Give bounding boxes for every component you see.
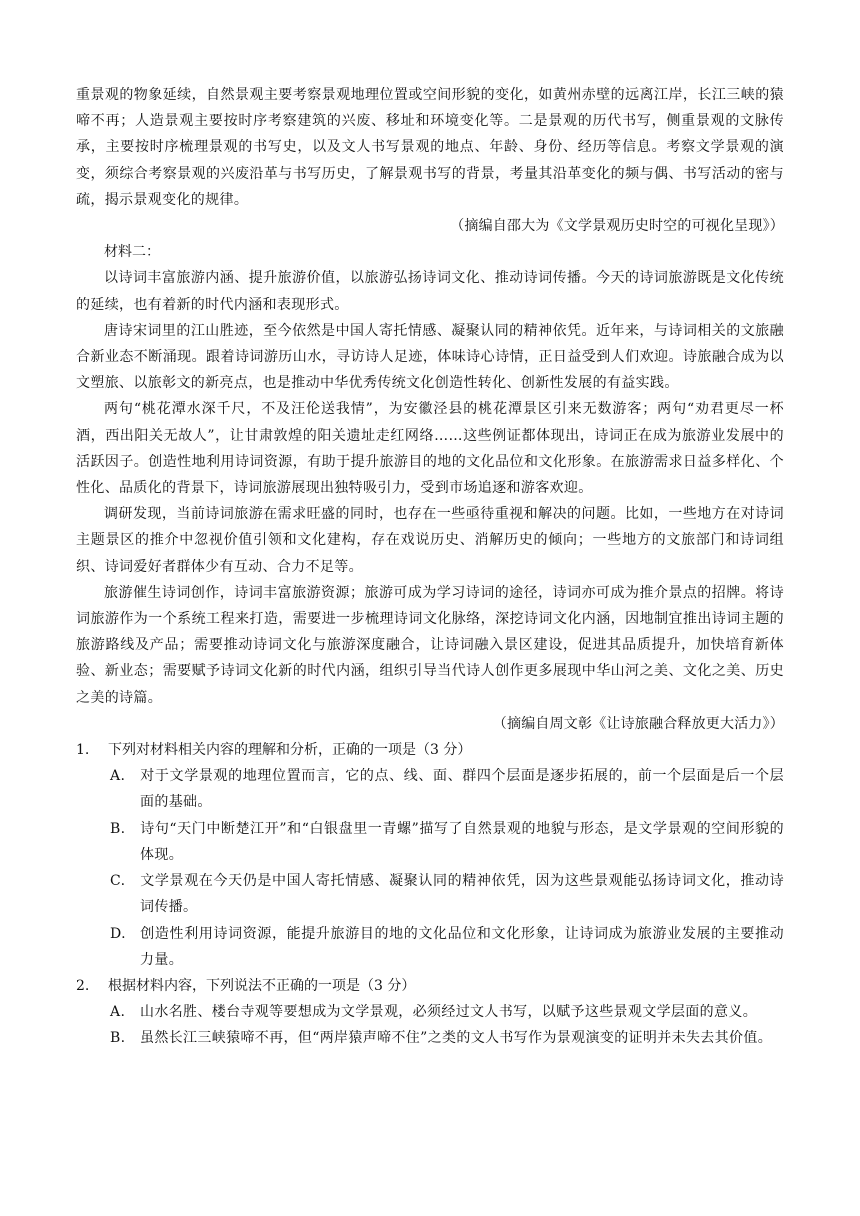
option-key: A. [110,768,126,785]
document-body [76,82,784,1052]
option-text: 山水名胜、楼台寺观等要想成为文学景观，必须经过文人书写，以赋予这些景观文学层面的意义。 [140,1004,758,1021]
option-d [76,921,784,973]
question-1 [76,737,784,973]
option-text: 文学景观在今天仍是中国人寄托情感、凝聚认同的精神依凭，因为这些景观能弘扬诗词文化，推动诗词传播。 [140,873,784,916]
question-2 [76,973,784,1052]
question-stem [76,973,784,999]
material-two-heading: 材料二： [104,244,160,261]
material-two-paragraph: 唐诗宋词里的江山胜迹，至今依然是中国人寄托情感、凝聚认同的精神依凭。近年来，与诗词相关的文旅融合新业态不断涌现。跟着诗词游历山水，寻访诗人足迹，体味诗心诗情，正日益受到人们欢迎。诗旅融合成为以文塑旅、以旅彰文的新亮点，也是推动中华优秀传统文化创造性转化、创新性发展的有益实践。 [76,322,784,392]
option-b [76,1025,784,1051]
question-number: 2. [76,977,90,994]
question-number: 1. [76,742,90,759]
material-one-paragraph: 重景观的物象延续，自然景观主要考察景观地理位置或空间形貌的变化，如黄州赤壁的远离江岸，长江三峡的猿啼不再；人造景观主要按时序考察建筑的兴废、移址和环境变化等。二是景观的历代书写，侧重景观的文脉传承，主要按时序梳理景观的书写史，以及文人书写景观的地点、年龄、身份、经历等信息。考察文学景观的演变，须综合考察景观的兴废沿革与书写历史，了解景观书写的背景，考量其沿革变化的频与偶、书写活动的密与疏，揭示景观变化的规律。 [76,87,784,208]
material-two-paragraph: 旅游催生诗词创作，诗词丰富旅游资源；旅游可成为学习诗词的途径，诗词亦可成为推介景点的招牌。将诗词旅游作为一个系统工程来打造，需要进一步梳理诗词文化脉络，深挖诗词文化内涵，因地制宜推出诗词主题的旅游路线及产品；需要推动诗词文化与旅游深度融合，让诗词融入景区建设，促进其品质提升，加快培育新体验、新业态；需要赋予诗词文化新的时代内涵，组织引导当代诗人创作更多展现中华山河之美、文化之美、历史之美的诗篇。 [76,584,784,706]
material-two-paragraph: 调研发现，当前诗词旅游在需求旺盛的同时，也存在一些亟待重视和解决的问题。比如，一些地方在对诗词主题景区的推介中忽视价值引领和文化建构，存在戏说历史、消解历史的倾向；一些地方的文旅部门和诗词组织、诗词爱好者群体少有互动、合力不足等。 [76,506,784,575]
option-text: 创造性利用诗词资源，能提升旅游目的地的文化品位和文化形象，让诗词成为旅游业发展的主要推动力量。 [140,925,784,968]
option-key: C. [110,873,126,890]
option-key: A. [110,1004,126,1021]
option-c [76,868,784,920]
material-two-paragraph: 两句“桃花潭水深千尺，不及汪伦送我情”，为安徽泾县的桃花潭景区引来无数游客；两句“劝君更尽一杯酒，西出阳关无故人”，让甘肃敦煌的阳关遗址走红网络……这些例证都体现出，诗词正在成为旅游业发展中的活跃因子。创造性地利用诗词资源，有助于提升旅游目的地的文化品位和文化形象。在旅游需求日益多样化、个性化、品质化的背景下，诗词旅游展现出独特吸引力，受到市场追逐和游客欢迎。 [76,401,784,497]
option-text: 虽然长江三峡猿啼不再，但“两岸猿声啼不住”之类的文人书写作为景观演变的证明并未失去其价值。 [140,1030,773,1047]
question-stem [76,737,784,763]
question-text: 下列对材料相关内容的理解和分析，正确的一项是（3 分） [108,742,472,759]
option-text: 对于文学景观的地理位置而言，它的点、线、面、群四个层面是逐步拓展的，前一个层面是后一个层面的基础。 [140,768,784,811]
material-one-source: （摘编自邵大为《文学景观历史时空的可视化呈现》） [450,218,784,235]
option-key: B. [110,820,126,837]
material-two-source: （摘编自周文彰《让诗旅融合释放更大活力》） [492,715,784,732]
option-a [76,763,784,815]
option-b [76,816,784,868]
option-key: D. [110,925,126,942]
option-text: 诗句“天门中断楚江开”和“白银盘里一青螺”描写了自然景观的地貌与形态，是文学景观的空间形貌的体现。 [140,820,784,863]
option-a [76,999,784,1025]
option-key: B. [110,1030,126,1047]
question-text: 根据材料内容，下列说法不正确的一项是（3 分） [108,977,416,994]
material-two-paragraph: 以诗词丰富旅游内涵、提升旅游价值，以旅游弘扬诗词文化、推动诗词传播。今天的诗词旅游既是文化传统的延续，也有着新的时代内涵和表现形式。 [76,270,784,313]
